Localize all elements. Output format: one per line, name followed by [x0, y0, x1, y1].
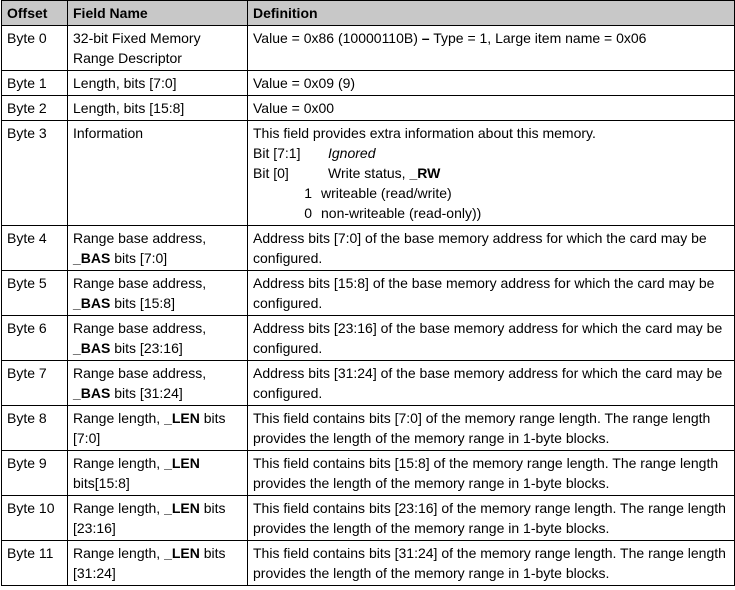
field-text-rest: bits [23:16] [73, 500, 226, 536]
field-keyword: _LEN [164, 500, 200, 516]
table-row [2, 121, 735, 226]
field-keyword: _BAS [73, 340, 111, 356]
definition-cell: Value = 0x00 [248, 96, 735, 121]
offset-cell: Byte 0 [2, 26, 68, 71]
option-number: 1 [304, 185, 312, 201]
field-text: Range base address, [73, 365, 207, 381]
definition-cell: Address bits [31:24] of the base memory address for which the card may be configured. [248, 361, 735, 406]
offset-cell: Byte 3 [2, 121, 68, 226]
field-text: Range length, [73, 500, 165, 516]
option-text: writeable (read/write) [321, 185, 452, 201]
field-cell [68, 226, 248, 271]
table-row [2, 496, 735, 541]
definition-cell: Address bits [23:16] of the base memory address for which the card may be configured. [248, 316, 735, 361]
table-row [2, 541, 735, 586]
field-keyword: _BAS [73, 385, 111, 401]
header-offset: Offset [2, 1, 68, 26]
bit-label: Bit [7:1] [253, 145, 301, 161]
field-text-rest: bits [7:0] [73, 410, 226, 446]
memory-descriptor-table [1, 0, 735, 586]
field-text-rest: bits [15:8] [110, 295, 175, 311]
option-writeable [253, 183, 729, 203]
table-row [2, 361, 735, 406]
table-row [2, 451, 735, 496]
offset-cell: Byte 9 [2, 451, 68, 496]
offset-cell: Byte 2 [2, 96, 68, 121]
bit-0-row [253, 163, 729, 183]
table-row [2, 71, 735, 96]
definition-cell: This field contains bits [7:0] of the memory range length. The range length provides the length of the memory range in 1-byte blocks. [248, 406, 735, 451]
field-keyword: _LEN [164, 455, 200, 471]
offset-cell: Byte 4 [2, 226, 68, 271]
table-row [2, 26, 735, 71]
field-cell [68, 361, 248, 406]
definition-cell: This field contains bits [15:8] of the memory range length. The range length provides the length of the memory range in 1-byte blocks. [248, 451, 735, 496]
field-text: Range length, [73, 410, 165, 426]
offset-cell: Byte 10 [2, 496, 68, 541]
definition-cell: Value = 0x09 (9) [248, 71, 735, 96]
definition-cell [248, 121, 735, 226]
field-text-rest: bits [7:0] [110, 250, 168, 266]
table-row [2, 226, 735, 271]
definition-text-rest: Type = 1, Large item name = 0x06 [429, 30, 647, 46]
offset-cell: Byte 8 [2, 406, 68, 451]
bit-value [328, 163, 440, 183]
field-text: Range base address, [73, 275, 207, 291]
definition-cell: Address bits [15:8] of the base memory address for which the card may be configured. [248, 271, 735, 316]
bit-7-1-row [253, 143, 729, 163]
option-non-writeable [253, 203, 729, 223]
definition-text: Value = 0x86 (10000110B) [253, 30, 422, 46]
definition-cell: This field contains bits [23:16] of the memory range length. The range length provides the length of the memory range in 1-byte blocks. [248, 496, 735, 541]
field-keyword: _BAS [73, 295, 111, 311]
field-cell [68, 316, 248, 361]
bit-value: Ignored [328, 145, 376, 161]
offset-cell: Byte 7 [2, 361, 68, 406]
field-cell: Length, bits [15:8] [68, 96, 248, 121]
bit-value-text: Write status, [328, 165, 410, 181]
field-cell [68, 26, 248, 71]
field-cell: Information [68, 121, 248, 226]
offset-cell: Byte 11 [2, 541, 68, 586]
field-keyword: _LEN [164, 410, 200, 426]
field-text-rest: bits [31:24] [73, 545, 226, 581]
offset-cell: Byte 6 [2, 316, 68, 361]
field-cell [68, 271, 248, 316]
definition-cell [248, 26, 735, 71]
info-intro: This field provides extra information about this memory. [253, 125, 596, 141]
field-keyword: _BAS [73, 250, 111, 266]
field-cell [68, 541, 248, 586]
field-text-rest: bits [31:24] [110, 385, 183, 401]
header-row [2, 1, 735, 26]
definition-cell: This field contains bits [31:24] of the memory range length. The range length provides the length of the memory range in 1-byte blocks. [248, 541, 735, 586]
field-text: Range base address, [73, 230, 207, 246]
offset-cell: Byte 5 [2, 271, 68, 316]
field-text: Range length, [73, 455, 165, 471]
field-text: Range base address, [73, 320, 207, 336]
definition-dash: – [421, 30, 430, 46]
header-definition: Definition [248, 1, 735, 26]
option-text: non-writeable (read-only)) [321, 205, 482, 221]
field-cell: Length, bits [7:0] [68, 71, 248, 96]
table-row [2, 406, 735, 451]
field-text-rest: bits[15:8] [73, 475, 130, 491]
field-keyword: _LEN [164, 545, 200, 561]
option-number: 0 [304, 205, 312, 221]
field-cell [68, 496, 248, 541]
definition-cell: Address bits [7:0] of the base memory address for which the card may be configured. [248, 226, 735, 271]
table-row [2, 96, 735, 121]
table-row [2, 271, 735, 316]
header-field-name: Field Name [68, 1, 248, 26]
bit-label: Bit [0] [253, 165, 289, 181]
field-text: 32-bit Fixed Memory Range Descriptor [73, 30, 201, 66]
field-text-rest: bits [23:16] [110, 340, 183, 356]
bit-value-name: _RW [409, 165, 441, 181]
offset-cell: Byte 1 [2, 71, 68, 96]
table-row [2, 316, 735, 361]
field-cell [68, 406, 248, 451]
field-text: Range length, [73, 545, 165, 561]
field-cell [68, 451, 248, 496]
